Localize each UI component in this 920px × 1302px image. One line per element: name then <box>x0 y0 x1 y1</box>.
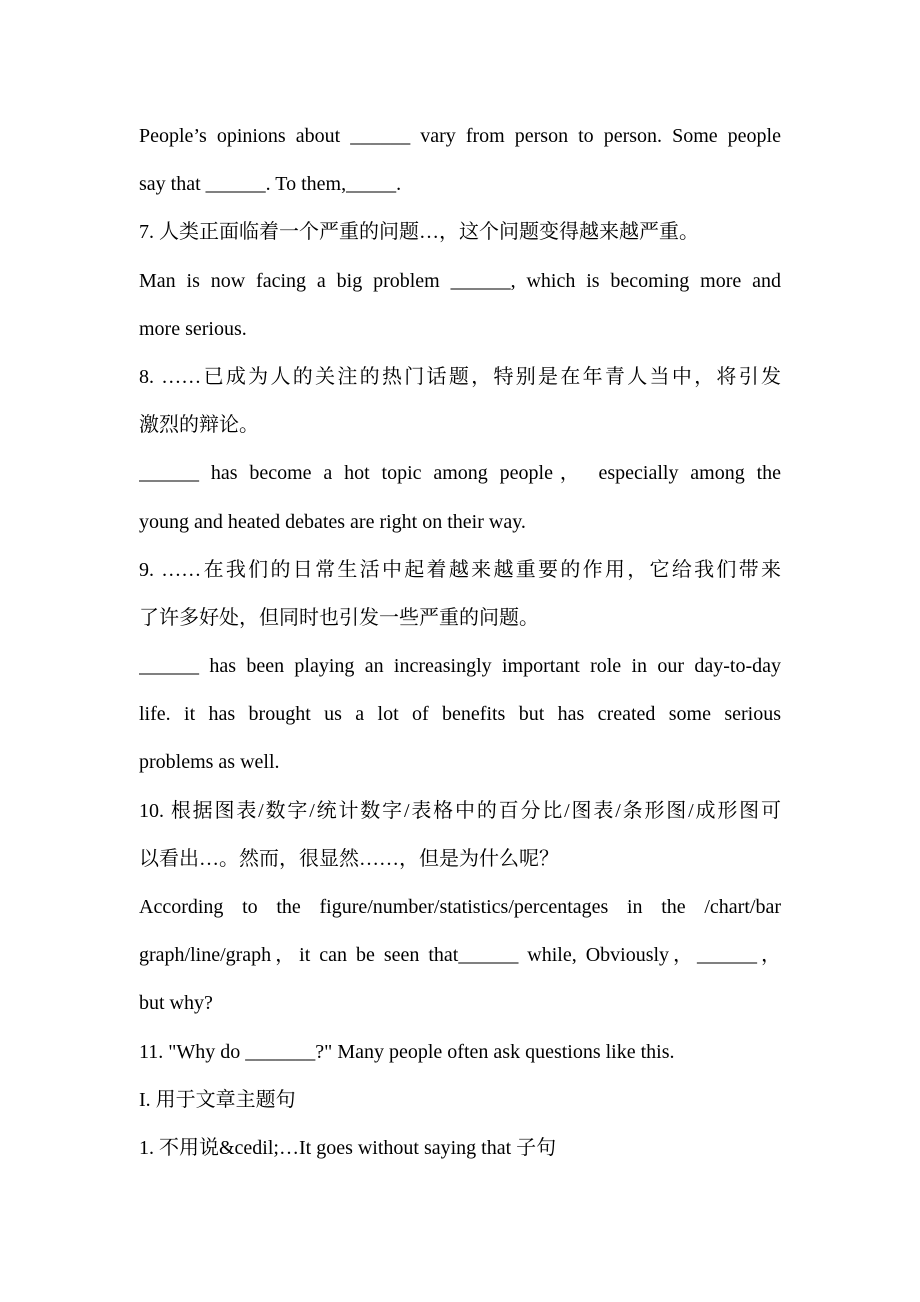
item-10-english-line: graph/line/graph，it can be seen that______ while, Obviously，______， <box>139 944 781 967</box>
item-7-chinese: 7. 人类正面临着一个严重的问题…，这个问题变得越来越严重。 <box>139 221 699 244</box>
item-9-chinese-line: 了许多好处，但同时也引发一些严重的问题。 <box>139 606 539 629</box>
item-8-chinese-line: 8. ……已成为人的关注的热门话题，特别是在年青人当中，将引发 <box>139 365 781 388</box>
item-7-english-line: Man is now facing a big problem ______, which is becoming more and <box>139 269 781 292</box>
item-10-chinese-line: 以看出…。然而，很显然……，但是为什么呢？ <box>139 847 559 870</box>
item-10-english-line: According to the figure/number/statistics/percentages in the /chart/bar <box>139 896 781 918</box>
item-11: 11. "Why do _______?" Many people often ask questions like this. <box>139 1040 675 1063</box>
item-10-chinese-line: 10. 根据图表/数字/统计数字/表格中的百分比/图表/条形图/成形图可 <box>139 799 781 822</box>
item-9-english-line: life. it has brought us a lot of benefits but has created some serious <box>139 703 781 726</box>
text-line: People’s opinions about ______ vary from person to person. Some people <box>139 125 781 147</box>
item-10-english-line: but why? <box>139 992 213 1015</box>
item-9-english-line: ______ has been playing an increasingly important role in our day-to-day <box>139 655 781 678</box>
item-8-english-line: young and heated debates are right on their way. <box>139 510 526 533</box>
text-line: say that ______. To them,_____. <box>139 173 402 196</box>
section-heading: I. 用于文章主题句 <box>139 1088 296 1111</box>
item-8-english-line: ______ has become a hot topic among people， especially among the <box>139 462 781 485</box>
document-page <box>139 112 781 1172</box>
item-9-chinese-line: 9. ……在我们的日常生活中起着越来越重要的作用，它给我们带来 <box>139 558 781 581</box>
section-item-1: 1. 不用说&cedil;…It goes without saying that 子句 <box>139 1136 557 1159</box>
item-9-english-line: problems as well. <box>139 751 280 774</box>
item-8-chinese-line: 激烈的辩论。 <box>139 414 259 437</box>
item-7-english-line: more serious. <box>139 317 247 340</box>
